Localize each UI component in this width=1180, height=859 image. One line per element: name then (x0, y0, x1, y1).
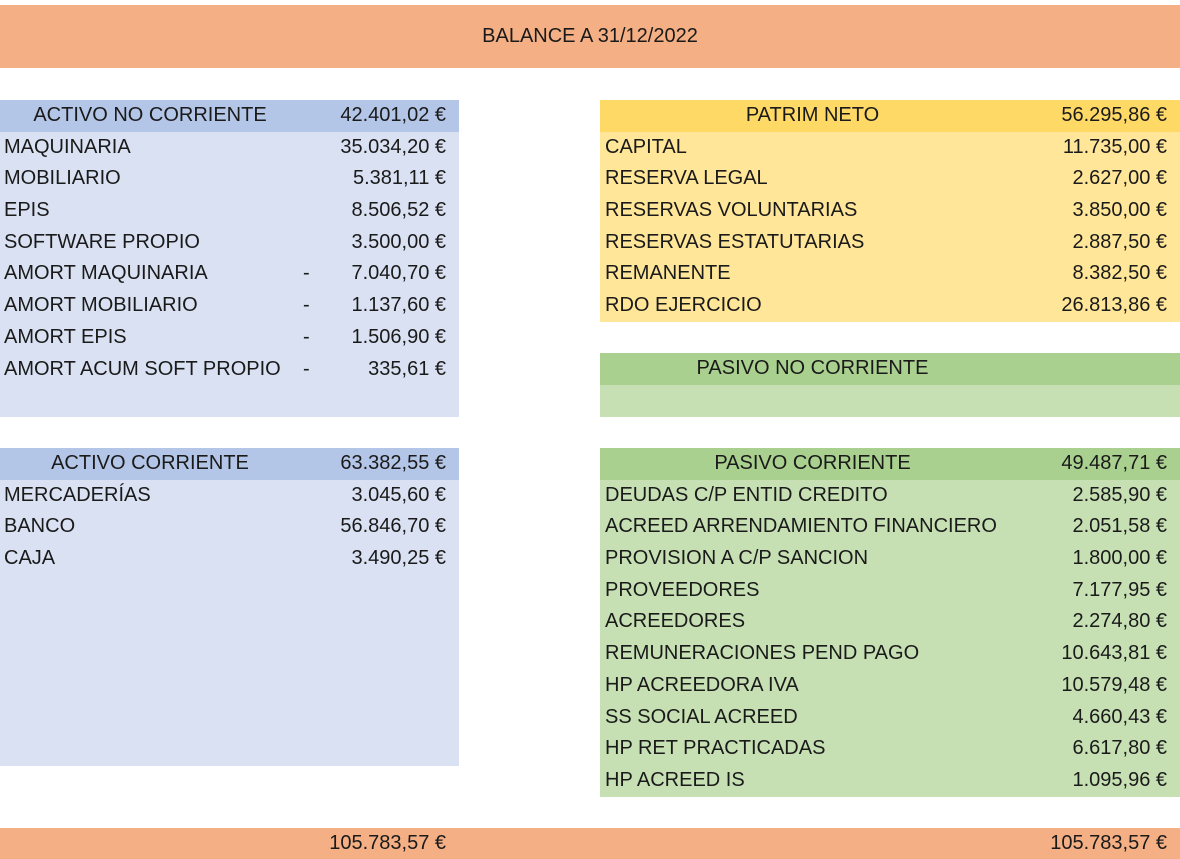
row-value: 26.813,86 € (1061, 294, 1167, 317)
section-title: PATRIM NETO (745, 104, 880, 126)
row-value: 335,61 € (368, 357, 446, 380)
row-value: 1.800,00 € (1072, 547, 1167, 570)
table-row (0, 290, 459, 322)
section-total: 56.295,86 € (1061, 104, 1167, 126)
row-value: 4.660,43 € (1072, 705, 1167, 728)
row-value: 2.627,00 € (1072, 167, 1167, 190)
row-label: RESERVAS VOLUNTARIAS (605, 199, 858, 222)
table-row (0, 227, 459, 259)
patrimonio-neto-header (600, 100, 1180, 132)
row-sign: - (303, 325, 310, 348)
table-row (600, 132, 1180, 164)
row-value: 7.177,95 € (1072, 578, 1167, 601)
table-row (0, 163, 459, 195)
row-label: HP ACREED IS (605, 768, 745, 791)
row-value: 2.051,58 € (1072, 515, 1167, 538)
table-row (0, 195, 459, 227)
table-row (600, 733, 1180, 765)
table-row (600, 606, 1180, 638)
row-value: 7.040,70 € (351, 262, 446, 285)
balance-title: BALANCE A 31/12/2022 (482, 25, 698, 47)
section-total: 42.401,02 € (340, 104, 446, 126)
activo-corriente-header (0, 448, 459, 480)
pasivo-no-corriente-block (600, 353, 1180, 417)
table-row (0, 132, 459, 164)
row-label: RESERVA LEGAL (605, 167, 768, 190)
row-label: AMORT EPIS (4, 325, 127, 348)
row-value: 8.506,52 € (351, 199, 446, 222)
table-row (600, 258, 1180, 290)
row-value: 5.381,11 € (352, 167, 446, 190)
table-row (600, 670, 1180, 702)
table-row (0, 480, 459, 512)
row-label: RDO EJERCICIO (605, 294, 762, 317)
table-row (600, 195, 1180, 227)
row-label: RESERVAS ESTATUTARIAS (605, 230, 865, 253)
row-label: CAJA (4, 547, 56, 570)
row-value: 2.887,50 € (1072, 230, 1167, 253)
row-label: EPIS (4, 199, 50, 222)
row-value: 11.735,00 € (1062, 135, 1167, 158)
row-label: PROVEEDORES (605, 578, 760, 601)
row-label: BANCO (4, 515, 76, 538)
table-row (600, 227, 1180, 259)
row-label: AMORT MOBILIARIO (4, 294, 198, 317)
table-row (600, 163, 1180, 195)
table-row (0, 354, 459, 386)
activo-no-corriente-block (0, 100, 459, 417)
table-row (600, 638, 1180, 670)
pasivo-corriente-block (600, 448, 1180, 797)
section-title: ACTIVO CORRIENTE (51, 452, 249, 474)
activo-total: 105.783,57 € (329, 832, 446, 854)
row-value: 3.500,00 € (351, 230, 446, 253)
row-label: MAQUINARIA (4, 135, 131, 158)
row-value: 1.137,60 € (351, 294, 446, 317)
row-label: ACREEDORES (605, 610, 746, 633)
table-row (600, 543, 1180, 575)
row-label: HP RET PRACTICADAS (605, 737, 826, 760)
row-value: 56.846,70 € (340, 515, 446, 538)
row-value: 3.045,60 € (351, 483, 446, 506)
row-label: ACREED ARRENDAMIENTO FINANCIERO (605, 515, 997, 538)
patrimonio-neto-block (600, 100, 1180, 322)
row-value: 8.382,50 € (1072, 262, 1167, 285)
row-label: MERCADERÍAS (4, 483, 151, 506)
row-label: SS SOCIAL ACREED (605, 705, 798, 728)
table-row (0, 322, 459, 354)
pasivo-no-corriente-header (600, 353, 1180, 385)
row-value: 6.617,80 € (1072, 737, 1167, 760)
section-title: PASIVO NO CORRIENTE (696, 357, 929, 379)
row-label: MOBILIARIO (4, 167, 121, 190)
section-title: ACTIVO NO CORRIENTE (33, 104, 267, 126)
table-row (600, 575, 1180, 607)
row-label: SOFTWARE PROPIO (4, 230, 200, 253)
section-title: PASIVO CORRIENTE (714, 452, 911, 474)
row-value: 3.850,00 € (1072, 199, 1167, 222)
row-value: 10.643,81 € (1061, 642, 1167, 665)
row-sign: - (303, 357, 310, 380)
table-row (600, 765, 1180, 797)
table-row (0, 543, 459, 575)
row-label: HP ACREEDORA IVA (605, 673, 799, 696)
row-sign: - (303, 294, 310, 317)
row-label: REMUNERACIONES PEND PAGO (605, 642, 920, 665)
table-row (600, 290, 1180, 322)
row-sign: - (303, 262, 310, 285)
row-label: REMANENTE (605, 262, 731, 285)
row-value: 2.274,80 € (1072, 610, 1167, 633)
table-row (600, 511, 1180, 543)
row-value: 2.585,90 € (1072, 483, 1167, 506)
row-value: 1.506,90 € (351, 325, 446, 348)
row-label: AMORT ACUM SOFT PROPIO (4, 357, 281, 380)
row-label: CAPITAL (605, 135, 687, 158)
row-value: 3.490,25 € (351, 547, 446, 570)
title-band (0, 5, 1180, 68)
totals-band (0, 828, 1180, 859)
table-row (0, 511, 459, 543)
row-value: 1.095,96 € (1072, 768, 1167, 791)
row-label: AMORT MAQUINARIA (4, 262, 208, 285)
activo-corriente-block (0, 448, 459, 766)
pasivo-total: 105.783,57 € (1050, 832, 1167, 854)
table-row (600, 702, 1180, 734)
row-value: 10.579,48 € (1061, 673, 1167, 696)
pasivo-corriente-header (600, 448, 1180, 480)
section-total: 63.382,55 € (340, 452, 446, 474)
table-row (600, 480, 1180, 512)
table-row (0, 258, 459, 290)
activo-no-corriente-header (0, 100, 459, 132)
row-label: DEUDAS C/P ENTID CREDITO (605, 483, 888, 506)
row-value: 35.034,20 € (340, 135, 446, 158)
row-label: PROVISION A C/P SANCION (605, 547, 869, 570)
section-total: 49.487,71 € (1061, 452, 1167, 474)
